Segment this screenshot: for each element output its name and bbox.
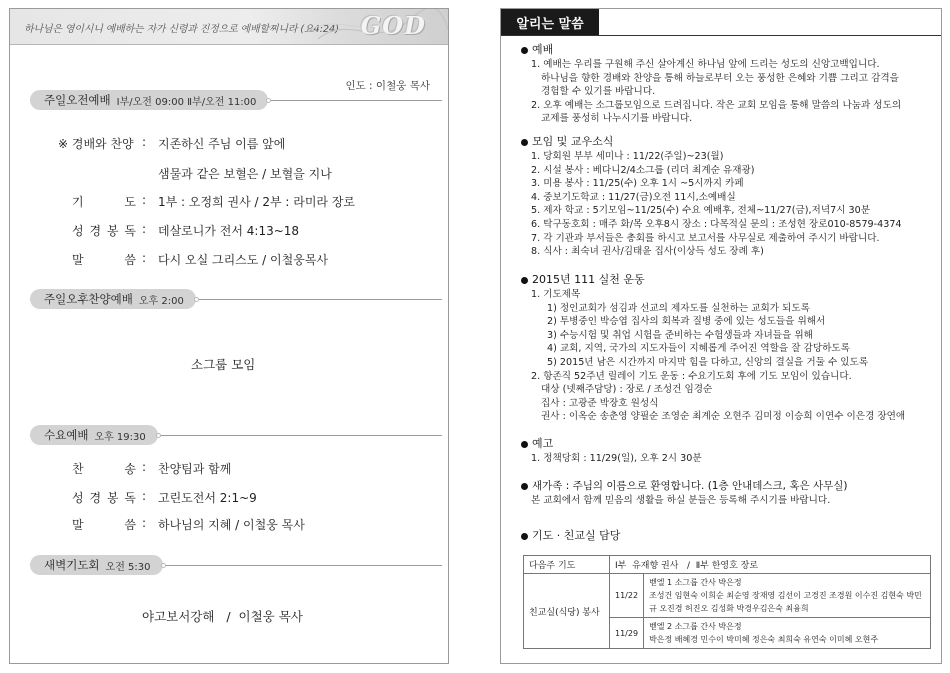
section-pill-dawn <box>30 555 163 575</box>
notice-line: 1. 기도제목 <box>531 289 581 300</box>
duty-table <box>523 555 931 649</box>
order-label: 찬 송 <box>72 462 136 476</box>
group-line: 벧엘 2 소그룹 간사 박은정 <box>649 622 742 631</box>
notice-line: 집사 : 고광준 박장호 원성식 <box>541 397 659 409</box>
notice-line: 1. 정책당회 : 11/29(일), 오후 2시 30분 <box>531 453 702 464</box>
notice-heading: 2015년 111 실천 운동 <box>521 273 939 287</box>
bullet-icon <box>521 533 528 540</box>
order-value: 하나님의 지혜 / 이철웅 목사 <box>158 518 305 532</box>
order-value: 샘물과 같은 보혈은 / 보혈을 지나 <box>158 167 332 181</box>
notice-line: 교제를 풍성히 나누시기를 바랍니다. <box>541 113 693 125</box>
order-value: 고린도전서 2:1~9 <box>158 491 257 505</box>
worship-order-panel <box>9 8 449 664</box>
afternoon-content: 소그룹 모임 <box>191 357 256 372</box>
section-title: 수요예배 <box>44 428 89 442</box>
notice-line: 본 교회에서 함께 믿음의 생활을 하실 분들은 등록해 주시기를 바랍니다. <box>531 495 831 506</box>
table-cell: 11/22 <box>610 574 644 618</box>
order-label: 말 씀 <box>72 518 136 532</box>
order-colon: : <box>142 193 147 207</box>
order-label: ※ 경배와 찬양 <box>58 137 134 151</box>
notice-line: 1. 예배는 우리를 구원해 주신 살아계신 하나님 앞에 드리는 성도의 신앙고백입니다. <box>531 59 880 70</box>
bullet-icon <box>521 139 528 146</box>
pill-dot-icon <box>194 297 199 302</box>
order-label: 말 씀 <box>72 253 136 267</box>
order-colon: : <box>142 222 147 236</box>
notice-line: 대상 (넷째주담당) : 장로 / 조성건 임경순 <box>541 384 713 396</box>
order-value: 다시 오실 그리스도 / 이철웅목사 <box>158 253 328 267</box>
table-cell: Ⅰ부 유재향 권사 / Ⅱ부 한영호 장로 <box>610 556 931 574</box>
order-colon: : <box>142 489 147 503</box>
dawn-content: 야고보서강해 / 이철웅 목사 <box>142 609 303 624</box>
members-line: 조성건 임현숙 이희순 최순영 장재영 김선이 고경진 조경원 이수진 김현숙 박민규 오진경 허진오 김성화 박경우김은숙 최융희 <box>649 591 922 613</box>
notice-line: 3. 미용 봉사 : 11/25(수) 오후 1시 ~5시까지 카페 <box>531 178 744 190</box>
notice-line: 2. 오후 예배는 소그룹모임으로 드려집니다. 작은 교회 모임을 통해 말씀의 나눔과 성도의 <box>531 99 902 111</box>
pill-dot-icon <box>266 98 271 103</box>
order-value: 데살로니가 전서 4:13~18 <box>158 224 300 238</box>
order-value: 찬양팀과 함께 <box>158 462 232 476</box>
notice-line: 경험할 수 있기를 바랍니다. <box>541 86 656 98</box>
order-label: 성 경 봉 독 <box>72 224 136 238</box>
table-cell <box>644 574 931 618</box>
section-pill-wednesday <box>30 425 158 445</box>
order-label: 기 도 <box>72 195 136 209</box>
group-line: 벧엘 1 소그룹 간사 박은정 <box>649 578 742 587</box>
section-time: Ⅰ부/오전 09:00 Ⅱ부/오전 11:00 <box>116 96 257 108</box>
announcements-panel <box>500 8 942 664</box>
order-colon: : <box>142 135 147 149</box>
pill-dot-icon <box>156 433 161 438</box>
notice-line: 4) 교회, 지역, 국가의 지도자들이 지혜롭게 주어진 역할을 잘 감당하도록 <box>547 343 850 355</box>
table-cell <box>644 618 931 649</box>
notice-line: 6. 탁구동호회 : 매주 화/목 오후8시 장소 : 다목적실 문의 : 조성현 장로010-8579-4374 <box>531 218 902 230</box>
god-logo: GOD <box>360 11 426 40</box>
notice-line: 2) 투병중인 박승엽 집사의 회복과 질병 중에 있는 성도들을 위해서 <box>547 316 826 328</box>
table-row <box>524 556 931 574</box>
section-time: 오후 19:30 <box>94 431 146 443</box>
leader-label: 인도 : 이철웅 목사 <box>345 80 430 92</box>
notice-line: 1) 정인교회가 섬김과 선교의 제자도를 실천하는 교회가 되도록 <box>547 302 810 314</box>
duty-notice <box>521 529 939 544</box>
section-time: 오전 5:30 <box>105 561 151 573</box>
section-pill-afternoon <box>30 289 196 309</box>
announcements-header: 알리는 말씀 <box>501 9 599 35</box>
order-colon: : <box>142 460 147 474</box>
notice-heading: 예고 <box>521 437 939 451</box>
order-value: 지존하신 주님 이름 앞에 <box>158 137 286 151</box>
campaign-notice <box>521 273 939 424</box>
order-colon: : <box>142 251 147 265</box>
notice-line: 1. 당회원 부부 세미나 : 11/22(주일)~23(월) <box>531 151 724 162</box>
members-line: 박은정 배혜경 민수이 박미혜 정은숙 최희숙 유연숙 이미혜 오현주 <box>649 635 879 644</box>
order-colon: : <box>142 516 147 530</box>
bullet-icon <box>521 47 528 54</box>
table-cell: 다음주 기도 <box>524 556 610 574</box>
notice-heading: 예배 <box>521 43 939 57</box>
section-title: 새벽기도회 <box>44 558 100 572</box>
notice-heading: 모임 및 교우소식 <box>521 135 939 149</box>
notice-line: 3) 수능시험 및 취업 시험을 준비하는 수험생들과 자녀들을 위해 <box>547 329 813 341</box>
bullet-icon <box>521 483 528 490</box>
notice-line: 2. 시설 봉사 : 베다니2/4소그룹 (리더 최계순 유재광) <box>531 164 755 176</box>
section-title: 주일오후찬양예배 <box>44 292 133 306</box>
worship-notice <box>521 43 939 126</box>
preview-notice <box>521 437 939 466</box>
notice-heading: 새가족 : 주님의 이름으로 환영합니다. (1층 안내데스크, 혹은 사무실) <box>521 479 939 493</box>
notice-heading: 기도 · 친교실 담당 <box>521 529 939 543</box>
notice-line: 2. 항존직 52주년 릴레이 기도 운동 : 수요기도회 후에 기도 모임이 있습니다. <box>531 370 852 382</box>
order-value: 1부 : 오정희 권사 / 2부 : 라미라 장로 <box>158 195 356 209</box>
notice-line: 8. 식사 : 최숙녀 권사/김태윤 집사(이상득 성도 장례 후) <box>531 246 764 258</box>
notice-line: 5) 2015년 남은 시간까지 마지막 힘을 다하고, 신앙의 결실을 거둘 수 있도록 <box>547 356 869 368</box>
order-label: 성 경 봉 독 <box>72 491 136 505</box>
bullet-icon <box>521 277 528 284</box>
table-cell: 친교실(식당) 봉사 <box>524 574 610 649</box>
bullet-icon <box>521 441 528 448</box>
section-time: 오후 2:00 <box>138 295 184 307</box>
table-row <box>524 574 931 618</box>
table-cell: 11/29 <box>610 618 644 649</box>
newcomer-notice <box>521 479 939 508</box>
verse-banner <box>10 9 448 45</box>
notice-line: 4. 중보기도학교 : 11/27(금)오전 11시,소예배실 <box>531 191 736 203</box>
section-title: 주일오전예배 <box>44 93 111 107</box>
section-pill-morning <box>30 90 268 110</box>
verse-text: 하나님은 영이시니 예배하는 자가 신령과 진정으로 예배할찌니라 (요4:24) <box>24 24 339 35</box>
pill-dot-icon <box>161 563 166 568</box>
notice-line: 권사 : 이옥순 송춘영 양필순 조영순 최계순 오현주 김미정 이승희 이연수 이은경 장연애 <box>541 411 906 423</box>
notice-line: 하나님을 향한 경배와 찬양을 통해 하늘로부터 오는 풍성한 은혜와 기쁨 그리고 감격을 <box>541 72 899 84</box>
notice-line: 7. 각 기관과 부서들은 총회를 하시고 보고서를 사무실로 제출하여 주시기 바랍니다. <box>531 232 880 244</box>
header-rule <box>501 35 941 36</box>
notice-line: 5. 제자 학교 : 5기모임~11/25(수) 수요 예배후, 전체~11/27(금),저녁7시 30분 <box>531 205 870 217</box>
news-notice <box>521 135 939 259</box>
